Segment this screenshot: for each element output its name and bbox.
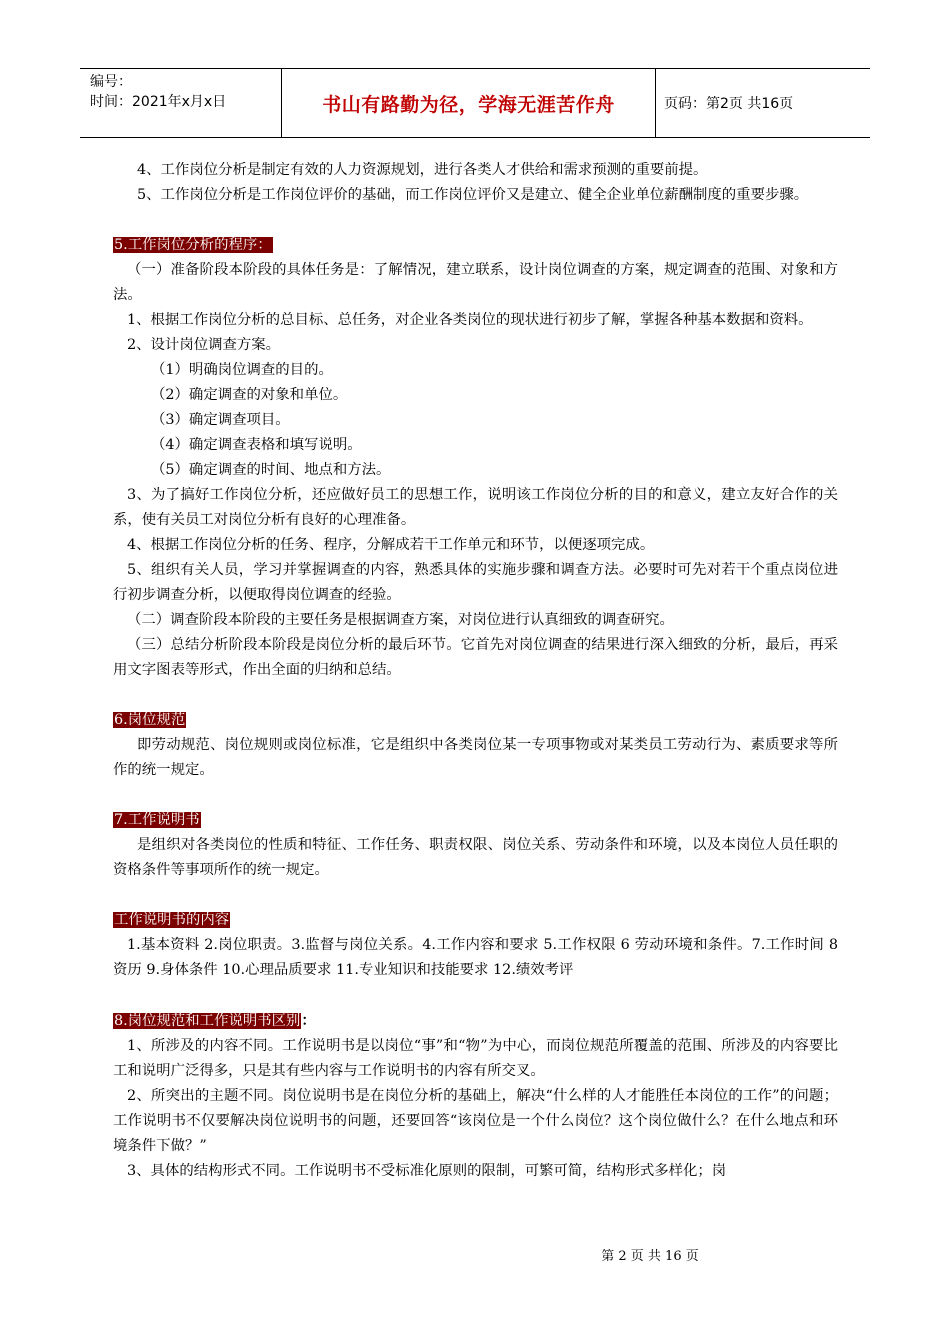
header-motto: 书山有路勤为径，学海无涯苦作舟 (282, 69, 656, 137)
paragraph: 4、工作岗位分析是制定有效的人力资源规划，进行各类人才供给和需求预测的重要前提。 (137, 162, 708, 178)
paragraph: 4、根据工作岗位分析的任务、程序，分解成若干工作单元和环节，以便逐项完成。 (127, 537, 655, 553)
paragraph: 5、组织有关人员，学习并掌握调查的内容，熟悉具体的实施步骤和调查方法。必要时可先对若干个重点岗位进行初步调查分析，以便取得岗位调查的经验。 (113, 562, 838, 603)
paragraph: （二）调查阶段本阶段的主要任务是根据调查方案，对岗位进行认真细致的调查研究。 (127, 612, 674, 628)
section-heading-7: 7.工作说明书 (114, 812, 200, 828)
paragraph: 1、根据工作岗位分析的总目标、总任务，对企业各类岗位的现状进行初步了解，掌握各种基本数据和资料。 (127, 312, 813, 328)
page-footer: 第 2 页 共 16 页 (601, 1249, 699, 1264)
paragraph: 2、设计岗位调查方案。 (127, 337, 281, 353)
document-date: 时间：2021年x月x日 (90, 94, 227, 110)
paragraph: （一）准备阶段本阶段的具体任务是：了解情况，建立联系，设计岗位调查的方案，规定调查的范围、对象和方法。 (113, 262, 838, 303)
paragraph: （三）总结分析阶段本阶段是岗位分析的最后环节。它首先对岗位调查的结果进行深入细致的分析，最后，再采用文字图表等形式，作出全面的归纳和总结。 (113, 637, 838, 678)
document-body (113, 158, 838, 1184)
list-item: （5）确定调查的时间、地点和方法。 (151, 462, 391, 478)
document-code-label: 编号： (90, 74, 132, 90)
list-item: （4）确定调查表格和填写说明。 (151, 437, 362, 453)
header-page-info: 页码：第2页 共16页 (664, 96, 794, 112)
section-heading-8: 8.岗位规范和工作说明书区别： (114, 1012, 316, 1029)
paragraph: 2、所突出的主题不同。岗位说明书是在岗位分析的基础上，解决“什么样的人才能胜任本岗位的工作”的问题；工作说明书不仅要解决岗位说明书的问题，还要回答“该岗位是一个什么岗位？这个岗位做什么？在什么地点和环境条件下做？” (113, 1088, 838, 1154)
list-item: （2）确定调查的对象和单位。 (151, 387, 348, 403)
paragraph: 1.基本资料 2.岗位职责。3.监督与岗位关系。4.工作内容和要求 5.工作权限 6 劳动环境和条件。7.工作时间 8 资历 9.身体条件 10.心理品质要求 11.专业知识和技能要求 12.绩效考评 (113, 937, 838, 978)
paragraph: 即劳动规范、岗位规则或岗位标准，它是组织中各类岗位某一专项事物或对某类员工劳动行为、素质要求等所作的统一规定。 (113, 737, 838, 778)
page-header (80, 68, 870, 138)
paragraph: 3、具体的结构形式不同。工作说明书不受标准化原则的限制，可繁可简，结构形式多样化；岗 (127, 1163, 727, 1179)
paragraph: 3、为了搞好工作岗位分析，还应做好员工的思想工作，说明该工作岗位分析的目的和意义，建立友好合作的关系，使有关员工对岗位分析有良好的心理准备。 (113, 487, 838, 528)
list-item: （3）确定调查项目。 (151, 412, 290, 428)
section-heading-6: 6.岗位规范 (114, 712, 186, 728)
section-heading-5: 5.工作岗位分析的程序： (114, 237, 272, 253)
list-item: （1）明确岗位调查的目的。 (151, 362, 333, 378)
paragraph: 是组织对各类岗位的性质和特征、工作任务、职责权限、岗位关系、劳动条件和环境，以及本岗位人员任职的资格条件等事项所作的统一规定。 (113, 837, 838, 878)
paragraph: 1、所涉及的内容不同。工作说明书是以岗位“事”和“物”为中心，而岗位规范所覆盖的范围、所涉及的内容要比工和说明广泛得多，只是其有些内容与工作说明书的内容有所交叉。 (113, 1038, 838, 1079)
section-heading-7b: 工作说明书的内容 (114, 912, 230, 928)
header-left-cell (80, 69, 282, 137)
paragraph: 5、工作岗位分析是工作岗位评价的基础，而工作岗位评价又是建立、健全企业单位薪酬制度的重要步骤。 (137, 187, 809, 203)
